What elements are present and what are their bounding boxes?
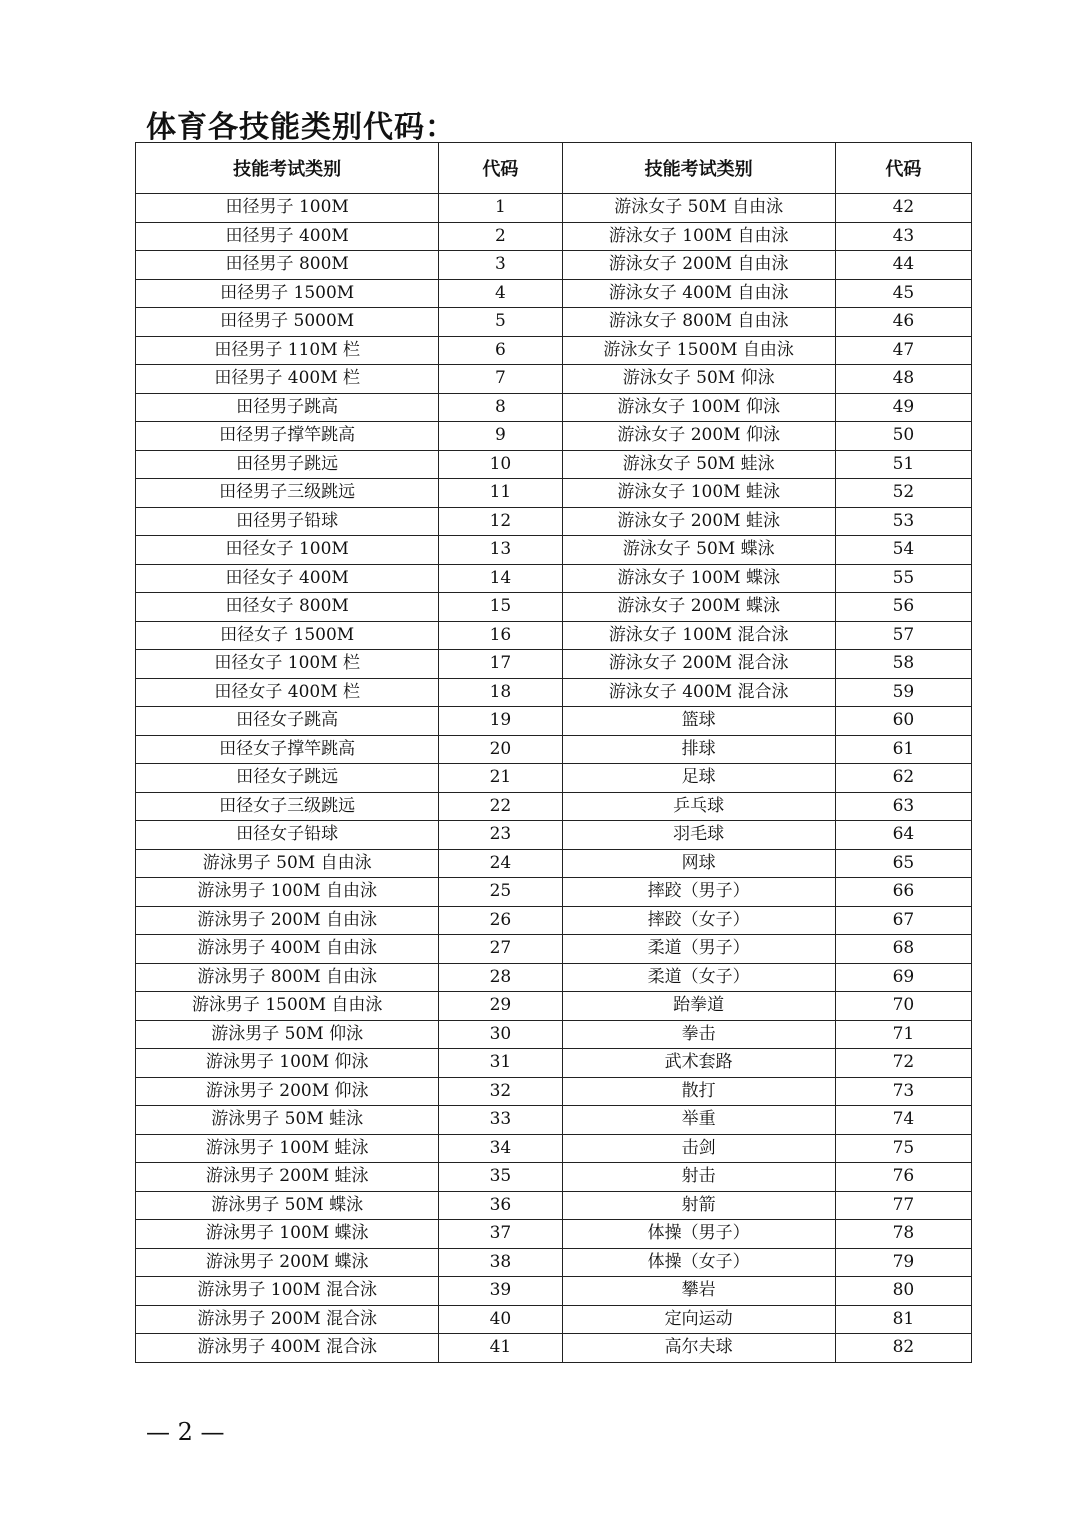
- cell-code-left: 33: [439, 1106, 562, 1135]
- table-row: [136, 621, 972, 650]
- cell-code-right: 73: [835, 1077, 971, 1106]
- table-row: [136, 1305, 972, 1334]
- cell-category-left: 游泳男子 200M 混合泳: [136, 1305, 439, 1334]
- cell-code-left: 19: [439, 707, 562, 736]
- cell-category-right: 游泳女子 50M 蛙泳: [562, 450, 835, 479]
- cell-code-left: 18: [439, 678, 562, 707]
- cell-code-right: 71: [835, 1020, 971, 1049]
- cell-category-left: 田径男子 100M: [136, 194, 439, 223]
- table-row: [136, 764, 972, 793]
- table-row: [136, 1191, 972, 1220]
- cell-category-right: 游泳女子 200M 仰泳: [562, 422, 835, 451]
- cell-code-right: 46: [835, 308, 971, 337]
- cell-code-right: 56: [835, 593, 971, 622]
- table-row: [136, 906, 972, 935]
- table-row: [136, 1163, 972, 1192]
- cell-code-right: 77: [835, 1191, 971, 1220]
- cell-code-left: 24: [439, 849, 562, 878]
- cell-code-left: 38: [439, 1248, 562, 1277]
- cell-category-left: 田径女子跳远: [136, 764, 439, 793]
- table-row: [136, 878, 972, 907]
- cell-category-right: 游泳女子 100M 混合泳: [562, 621, 835, 650]
- cell-category-left: 游泳男子 100M 蛙泳: [136, 1134, 439, 1163]
- table-row: [136, 1077, 972, 1106]
- cell-category-right: 高尔夫球: [562, 1334, 835, 1363]
- cell-category-right: 羽毛球: [562, 821, 835, 850]
- table-row: [136, 479, 972, 508]
- cell-category-left: 游泳男子 50M 自由泳: [136, 849, 439, 878]
- cell-category-right: 体操（男子）: [562, 1220, 835, 1249]
- cell-code-right: 52: [835, 479, 971, 508]
- cell-category-left: 田径男子跳高: [136, 393, 439, 422]
- cell-category-right: 游泳女子 50M 仰泳: [562, 365, 835, 394]
- cell-code-right: 69: [835, 963, 971, 992]
- cell-code-right: 70: [835, 992, 971, 1021]
- cell-category-right: 散打: [562, 1077, 835, 1106]
- cell-category-right: 击剑: [562, 1134, 835, 1163]
- cell-category-left: 田径男子 400M 栏: [136, 365, 439, 394]
- table-row: [136, 194, 972, 223]
- cell-code-left: 14: [439, 564, 562, 593]
- cell-code-left: 15: [439, 593, 562, 622]
- cell-code-right: 57: [835, 621, 971, 650]
- cell-code-left: 27: [439, 935, 562, 964]
- cell-code-right: 81: [835, 1305, 971, 1334]
- header-category-right: 技能考试类别: [562, 143, 835, 194]
- table-row: [136, 336, 972, 365]
- cell-code-left: 30: [439, 1020, 562, 1049]
- skill-code-table: [135, 142, 972, 1363]
- table-row: [136, 849, 972, 878]
- cell-category-left: 田径女子 400M: [136, 564, 439, 593]
- cell-category-left: 游泳男子 100M 混合泳: [136, 1277, 439, 1306]
- header-category-left: 技能考试类别: [136, 143, 439, 194]
- cell-code-left: 21: [439, 764, 562, 793]
- header-code-right: 代码: [835, 143, 971, 194]
- table-row: [136, 735, 972, 764]
- cell-category-right: 游泳女子 50M 自由泳: [562, 194, 835, 223]
- cell-category-left: 田径男子撑竿跳高: [136, 422, 439, 451]
- cell-code-left: 11: [439, 479, 562, 508]
- cell-code-left: 37: [439, 1220, 562, 1249]
- table-row: [136, 536, 972, 565]
- cell-code-left: 20: [439, 735, 562, 764]
- page-title: 体育各技能类别代码：: [146, 110, 456, 145]
- cell-category-right: 游泳女子 200M 自由泳: [562, 251, 835, 280]
- cell-category-left: 田径女子铅球: [136, 821, 439, 850]
- cell-code-right: 74: [835, 1106, 971, 1135]
- cell-category-left: 游泳男子 200M 蝶泳: [136, 1248, 439, 1277]
- cell-code-left: 35: [439, 1163, 562, 1192]
- table-row: [136, 251, 972, 280]
- cell-code-left: 39: [439, 1277, 562, 1306]
- cell-category-right: 体操（女子）: [562, 1248, 835, 1277]
- cell-category-right: 拳击: [562, 1020, 835, 1049]
- table-row: [136, 593, 972, 622]
- table-row: [136, 1134, 972, 1163]
- cell-category-left: 田径女子三级跳远: [136, 792, 439, 821]
- cell-category-left: 田径男子铅球: [136, 507, 439, 536]
- cell-category-right: 游泳女子 800M 自由泳: [562, 308, 835, 337]
- cell-category-right: 射箭: [562, 1191, 835, 1220]
- cell-category-right: 游泳女子 200M 混合泳: [562, 650, 835, 679]
- cell-category-right: 射击: [562, 1163, 835, 1192]
- cell-code-left: 1: [439, 194, 562, 223]
- cell-category-left: 田径男子 400M: [136, 222, 439, 251]
- cell-code-left: 41: [439, 1334, 562, 1363]
- cell-code-left: 23: [439, 821, 562, 850]
- cell-category-right: 游泳女子 200M 蛙泳: [562, 507, 835, 536]
- table-row: [136, 1106, 972, 1135]
- cell-category-right: 游泳女子 400M 混合泳: [562, 678, 835, 707]
- cell-category-left: 游泳男子 50M 蛙泳: [136, 1106, 439, 1135]
- cell-category-left: 田径男子跳远: [136, 450, 439, 479]
- cell-code-left: 28: [439, 963, 562, 992]
- cell-category-right: 游泳女子 50M 蝶泳: [562, 536, 835, 565]
- cell-code-right: 53: [835, 507, 971, 536]
- cell-code-right: 44: [835, 251, 971, 280]
- cell-code-left: 7: [439, 365, 562, 394]
- cell-category-left: 田径女子 800M: [136, 593, 439, 622]
- cell-category-left: 田径女子 100M: [136, 536, 439, 565]
- cell-code-left: 17: [439, 650, 562, 679]
- cell-category-left: 田径男子 800M: [136, 251, 439, 280]
- cell-category-right: 柔道（男子）: [562, 935, 835, 964]
- cell-code-left: 10: [439, 450, 562, 479]
- cell-code-left: 3: [439, 251, 562, 280]
- cell-category-right: 攀岩: [562, 1277, 835, 1306]
- table-row: [136, 707, 972, 736]
- table-row: [136, 650, 972, 679]
- cell-code-right: 50: [835, 422, 971, 451]
- table-row: [136, 792, 972, 821]
- cell-category-right: 排球: [562, 735, 835, 764]
- cell-category-right: 游泳女子 400M 自由泳: [562, 279, 835, 308]
- cell-code-left: 2: [439, 222, 562, 251]
- cell-category-left: 游泳男子 200M 仰泳: [136, 1077, 439, 1106]
- cell-category-left: 游泳男子 1500M 自由泳: [136, 992, 439, 1021]
- cell-code-right: 58: [835, 650, 971, 679]
- cell-code-left: 12: [439, 507, 562, 536]
- table-row: [136, 1277, 972, 1306]
- cell-code-left: 8: [439, 393, 562, 422]
- cell-code-right: 60: [835, 707, 971, 736]
- cell-code-left: 6: [439, 336, 562, 365]
- cell-category-left: 游泳男子 200M 蛙泳: [136, 1163, 439, 1192]
- cell-code-right: 72: [835, 1049, 971, 1078]
- cell-code-left: 36: [439, 1191, 562, 1220]
- cell-category-left: 游泳男子 100M 仰泳: [136, 1049, 439, 1078]
- cell-code-right: 80: [835, 1277, 971, 1306]
- cell-category-right: 定向运动: [562, 1305, 835, 1334]
- cell-category-left: 田径男子 5000M: [136, 308, 439, 337]
- cell-code-left: 9: [439, 422, 562, 451]
- cell-code-right: 49: [835, 393, 971, 422]
- cell-category-right: 摔跤（女子）: [562, 906, 835, 935]
- table-row: [136, 222, 972, 251]
- table-row: [136, 678, 972, 707]
- cell-code-right: 82: [835, 1334, 971, 1363]
- table-row: [136, 507, 972, 536]
- cell-code-right: 43: [835, 222, 971, 251]
- cell-code-right: 45: [835, 279, 971, 308]
- cell-code-right: 63: [835, 792, 971, 821]
- table-row: [136, 821, 972, 850]
- cell-code-right: 68: [835, 935, 971, 964]
- cell-code-left: 25: [439, 878, 562, 907]
- cell-code-left: 4: [439, 279, 562, 308]
- table-row: [136, 1049, 972, 1078]
- cell-code-right: 67: [835, 906, 971, 935]
- cell-category-right: 游泳女子 200M 蝶泳: [562, 593, 835, 622]
- table-row: [136, 963, 972, 992]
- cell-category-right: 柔道（女子）: [562, 963, 835, 992]
- table-row: [136, 564, 972, 593]
- cell-category-left: 游泳男子 50M 蝶泳: [136, 1191, 439, 1220]
- cell-code-left: 5: [439, 308, 562, 337]
- table-row: [136, 393, 972, 422]
- cell-category-right: 武术套路: [562, 1049, 835, 1078]
- cell-code-right: 65: [835, 849, 971, 878]
- table-row: [136, 365, 972, 394]
- cell-category-left: 田径男子 1500M: [136, 279, 439, 308]
- cell-category-left: 游泳男子 200M 自由泳: [136, 906, 439, 935]
- cell-code-right: 48: [835, 365, 971, 394]
- page-number: — 2 —: [146, 1418, 225, 1446]
- cell-category-right: 网球: [562, 849, 835, 878]
- cell-category-left: 田径男子三级跳远: [136, 479, 439, 508]
- cell-category-left: 田径女子 100M 栏: [136, 650, 439, 679]
- cell-code-right: 54: [835, 536, 971, 565]
- cell-category-right: 游泳女子 100M 蛙泳: [562, 479, 835, 508]
- cell-category-left: 田径男子 110M 栏: [136, 336, 439, 365]
- cell-code-left: 26: [439, 906, 562, 935]
- cell-category-right: 足球: [562, 764, 835, 793]
- table-row: [136, 935, 972, 964]
- cell-code-right: 76: [835, 1163, 971, 1192]
- table-row: [136, 422, 972, 451]
- cell-code-right: 59: [835, 678, 971, 707]
- table-row: [136, 1334, 972, 1363]
- cell-code-right: 61: [835, 735, 971, 764]
- cell-category-left: 游泳男子 50M 仰泳: [136, 1020, 439, 1049]
- cell-code-right: 79: [835, 1248, 971, 1277]
- cell-code-right: 42: [835, 194, 971, 223]
- cell-code-right: 62: [835, 764, 971, 793]
- cell-category-right: 跆拳道: [562, 992, 835, 1021]
- table-row: [136, 1220, 972, 1249]
- cell-code-right: 47: [835, 336, 971, 365]
- cell-code-right: 55: [835, 564, 971, 593]
- cell-category-left: 田径女子跳高: [136, 707, 439, 736]
- cell-code-left: 32: [439, 1077, 562, 1106]
- cell-code-left: 13: [439, 536, 562, 565]
- cell-code-left: 22: [439, 792, 562, 821]
- cell-code-left: 29: [439, 992, 562, 1021]
- table-row: [136, 450, 972, 479]
- cell-code-left: 16: [439, 621, 562, 650]
- cell-category-left: 游泳男子 800M 自由泳: [136, 963, 439, 992]
- cell-category-right: 游泳女子 100M 蝶泳: [562, 564, 835, 593]
- cell-category-left: 游泳男子 400M 自由泳: [136, 935, 439, 964]
- cell-category-right: 游泳女子 100M 自由泳: [562, 222, 835, 251]
- cell-code-right: 64: [835, 821, 971, 850]
- cell-code-left: 31: [439, 1049, 562, 1078]
- table-row: [136, 1020, 972, 1049]
- table-row: [136, 1248, 972, 1277]
- cell-category-right: 篮球: [562, 707, 835, 736]
- cell-code-right: 66: [835, 878, 971, 907]
- cell-category-right: 举重: [562, 1106, 835, 1135]
- cell-code-right: 75: [835, 1134, 971, 1163]
- cell-category-left: 田径女子撑竿跳高: [136, 735, 439, 764]
- cell-code-left: 34: [439, 1134, 562, 1163]
- table-body: [136, 194, 972, 1363]
- table-row: [136, 308, 972, 337]
- table-row: [136, 992, 972, 1021]
- cell-category-right: 摔跤（男子）: [562, 878, 835, 907]
- table-header-row: [136, 143, 972, 194]
- cell-category-right: 游泳女子 100M 仰泳: [562, 393, 835, 422]
- cell-code-right: 51: [835, 450, 971, 479]
- cell-code-left: 40: [439, 1305, 562, 1334]
- cell-category-left: 游泳男子 100M 自由泳: [136, 878, 439, 907]
- cell-code-right: 78: [835, 1220, 971, 1249]
- cell-category-left: 田径女子 1500M: [136, 621, 439, 650]
- cell-category-left: 田径女子 400M 栏: [136, 678, 439, 707]
- table-row: [136, 279, 972, 308]
- header-code-left: 代码: [439, 143, 562, 194]
- cell-category-left: 游泳男子 100M 蝶泳: [136, 1220, 439, 1249]
- cell-category-right: 乒乓球: [562, 792, 835, 821]
- cell-category-right: 游泳女子 1500M 自由泳: [562, 336, 835, 365]
- cell-category-left: 游泳男子 400M 混合泳: [136, 1334, 439, 1363]
